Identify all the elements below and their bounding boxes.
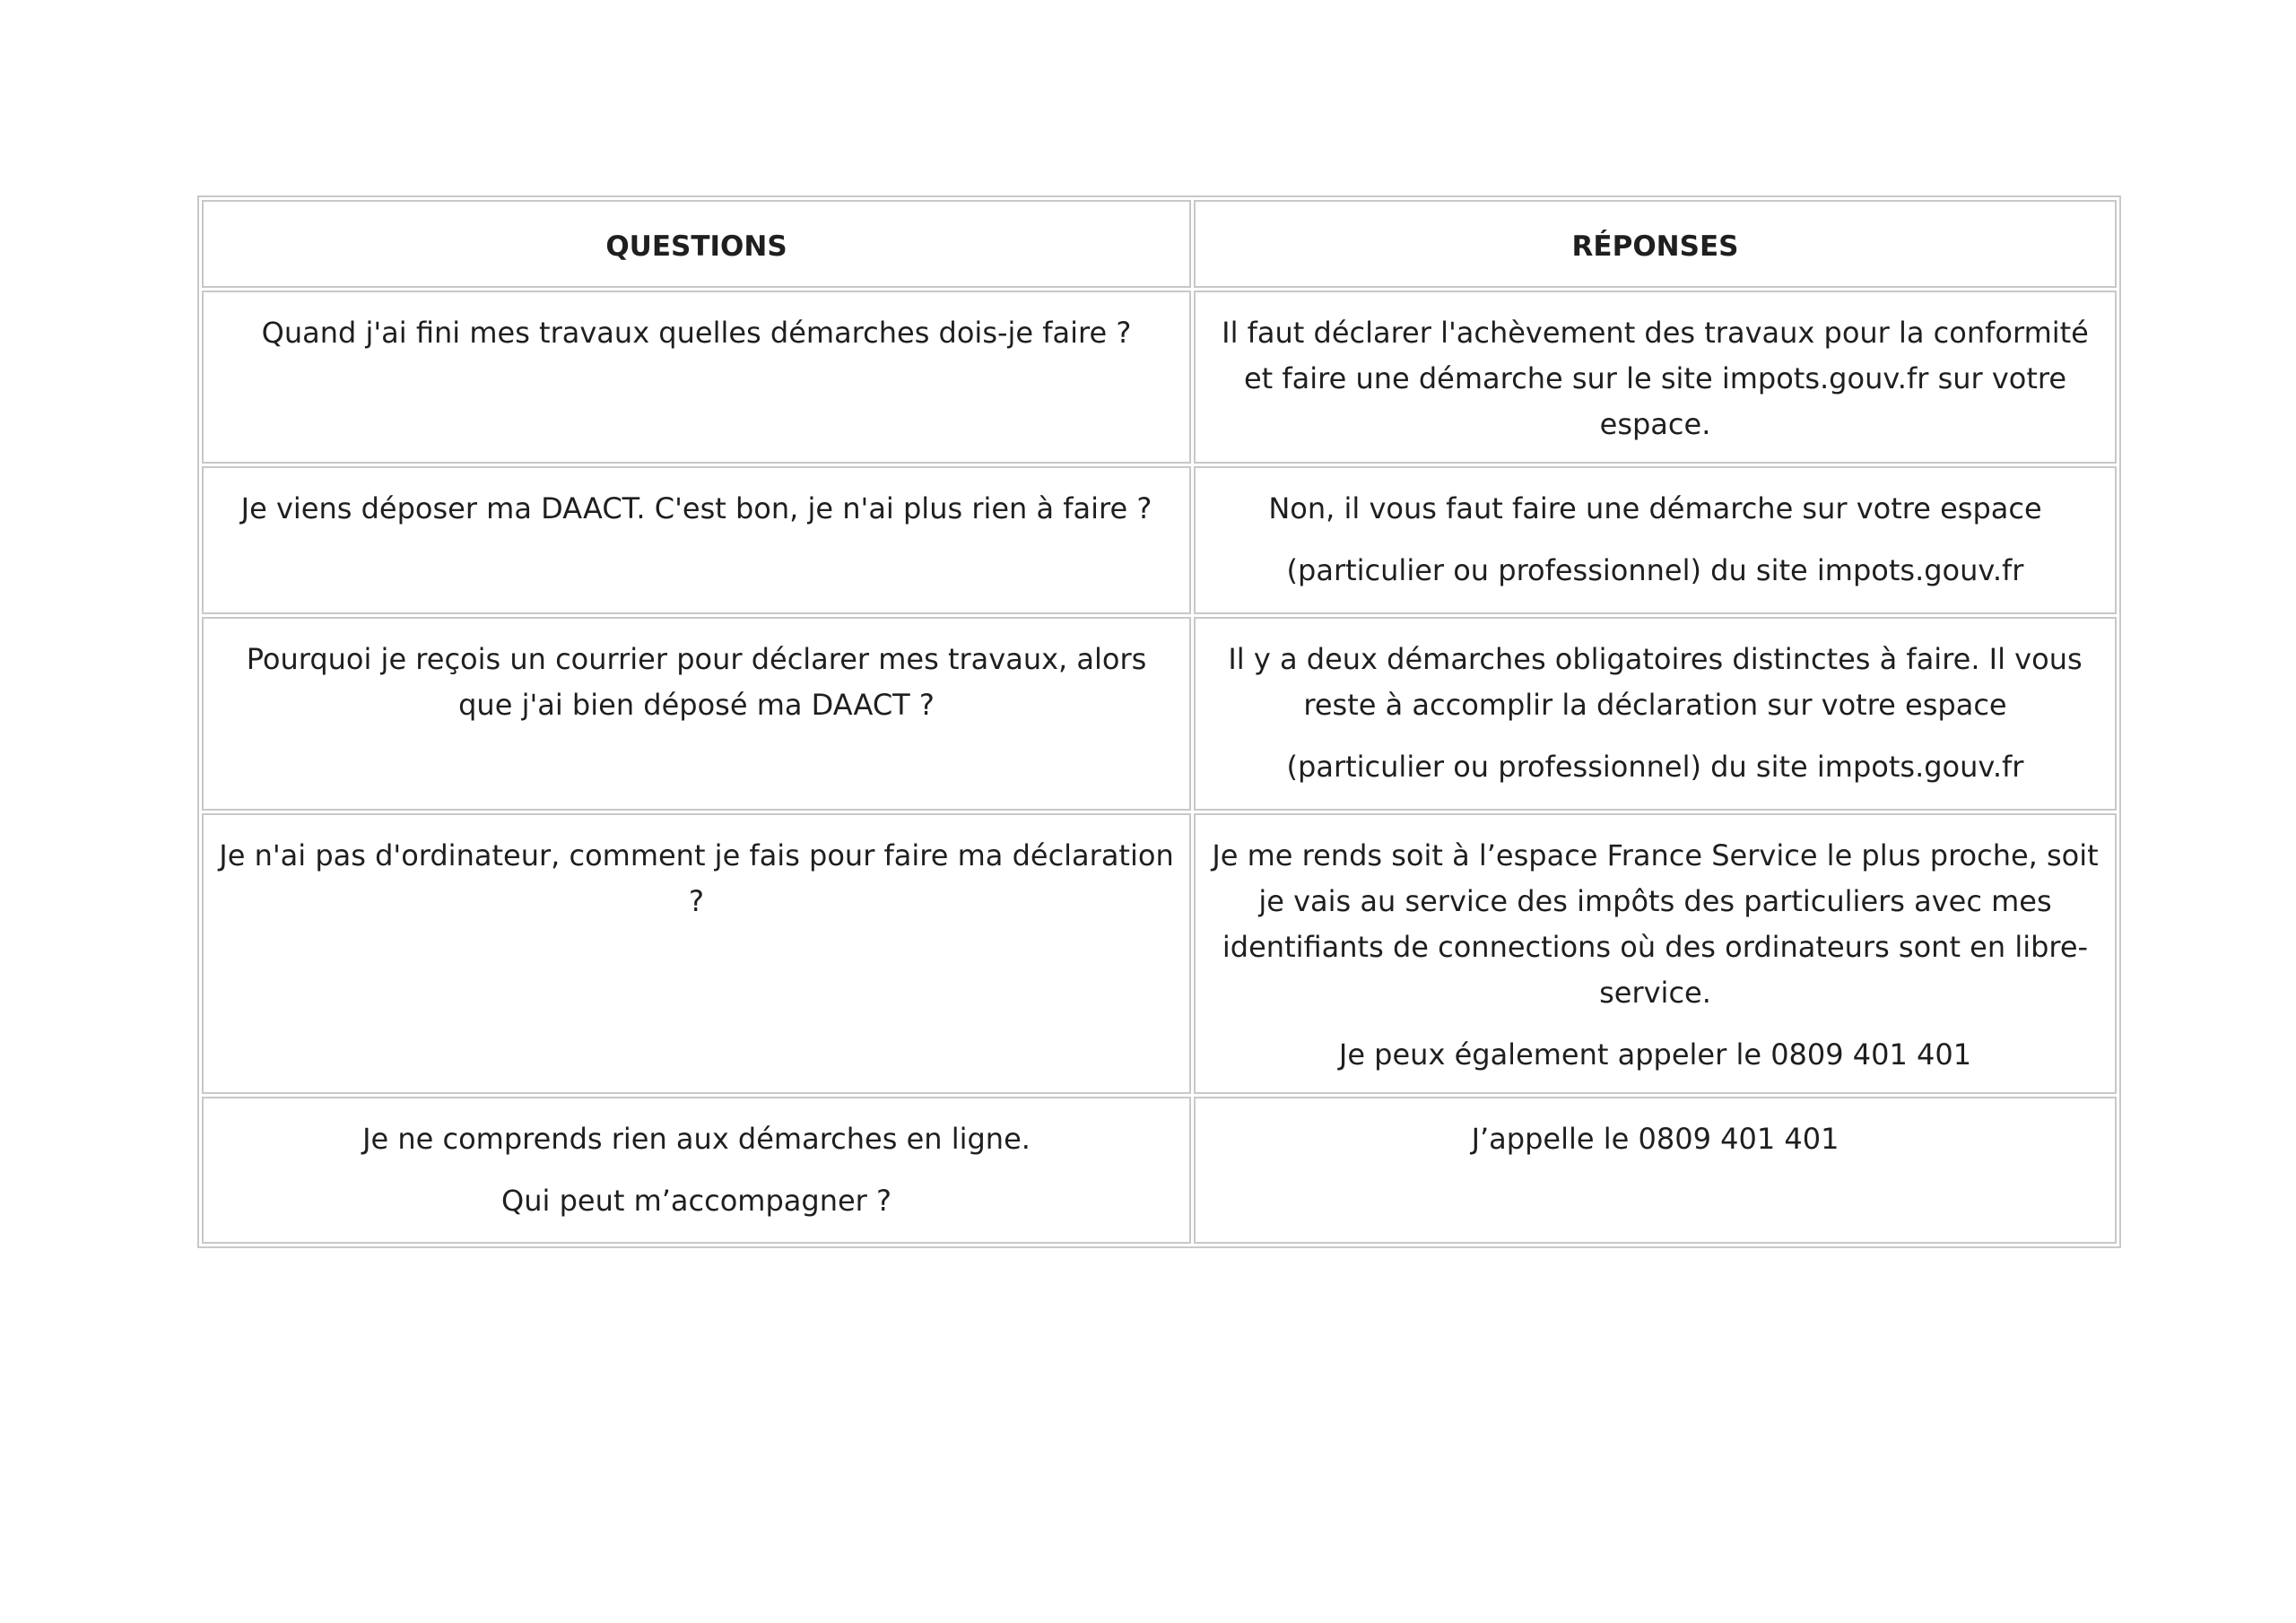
- table-header-row: [202, 200, 2117, 288]
- question-text: Je ne comprends rien aux démarches en ligne.: [362, 1122, 1031, 1156]
- table-row: [202, 466, 2117, 614]
- question-text: Pourquoi je reçois un courrier pour déclarer mes travaux, alors que j'ai bien déposé ma DAACT ?: [246, 642, 1147, 722]
- faq-table: [197, 195, 2121, 1248]
- answer-text: Non, il vous faut faire une démarche sur votre espace: [1268, 491, 2042, 525]
- question-cell: [202, 466, 1191, 614]
- answer-cell: [1194, 617, 2117, 811]
- table-row: [202, 291, 2117, 464]
- question-text: Qui peut m’accompagner ?: [501, 1184, 891, 1218]
- question-text: Je viens déposer ma DAACT. C'est bon, je n'ai plus rien à faire ?: [240, 491, 1152, 525]
- answer-text: Il y a deux démarches obligatoires distinctes à faire. Il vous reste à accomplir la déclaration sur votre espace: [1228, 642, 2083, 722]
- question-cell: [202, 1097, 1191, 1244]
- question-cell: [202, 291, 1191, 464]
- answer-text: Je me rends soit à l’espace France Service le plus proche, soit je vais au service des impôts des particuliers avec mes identifiants de connections où des ordinateurs sont en libre-service.: [1212, 838, 2099, 1010]
- question-text: Je n'ai pas d'ordinateur, comment je fais pour faire ma déclaration ?: [219, 838, 1174, 918]
- answer-cell: [1194, 466, 2117, 614]
- table-row: [202, 617, 2117, 811]
- table-row: [202, 813, 2117, 1094]
- answer-text: (particulier ou professionnel) du site impots.gouv.fr: [1286, 750, 2024, 784]
- question-cell: [202, 813, 1191, 1094]
- answer-text: (particulier ou professionnel) du site impots.gouv.fr: [1286, 553, 2024, 587]
- answer-cell: [1194, 813, 2117, 1094]
- answer-cell: [1194, 291, 2117, 464]
- answer-text: J’appelle le 0809 401 401: [1471, 1122, 1839, 1156]
- answer-text: Je peux également appeler le 0809 401 401: [1338, 1037, 1972, 1072]
- question-cell: [202, 617, 1191, 811]
- responses-column-header: RÉPONSES: [1194, 200, 2117, 288]
- answer-cell: [1194, 1097, 2117, 1244]
- questions-column-header: QUESTIONS: [202, 200, 1191, 288]
- question-text: Quand j'ai fini mes travaux quelles démarches dois-je faire ?: [261, 316, 1132, 350]
- table-row: [202, 1097, 2117, 1244]
- answer-text: Il faut déclarer l'achèvement des travaux pour la conformité et faire une démarche sur le site impots.gouv.fr sur votre espace.: [1222, 316, 2089, 441]
